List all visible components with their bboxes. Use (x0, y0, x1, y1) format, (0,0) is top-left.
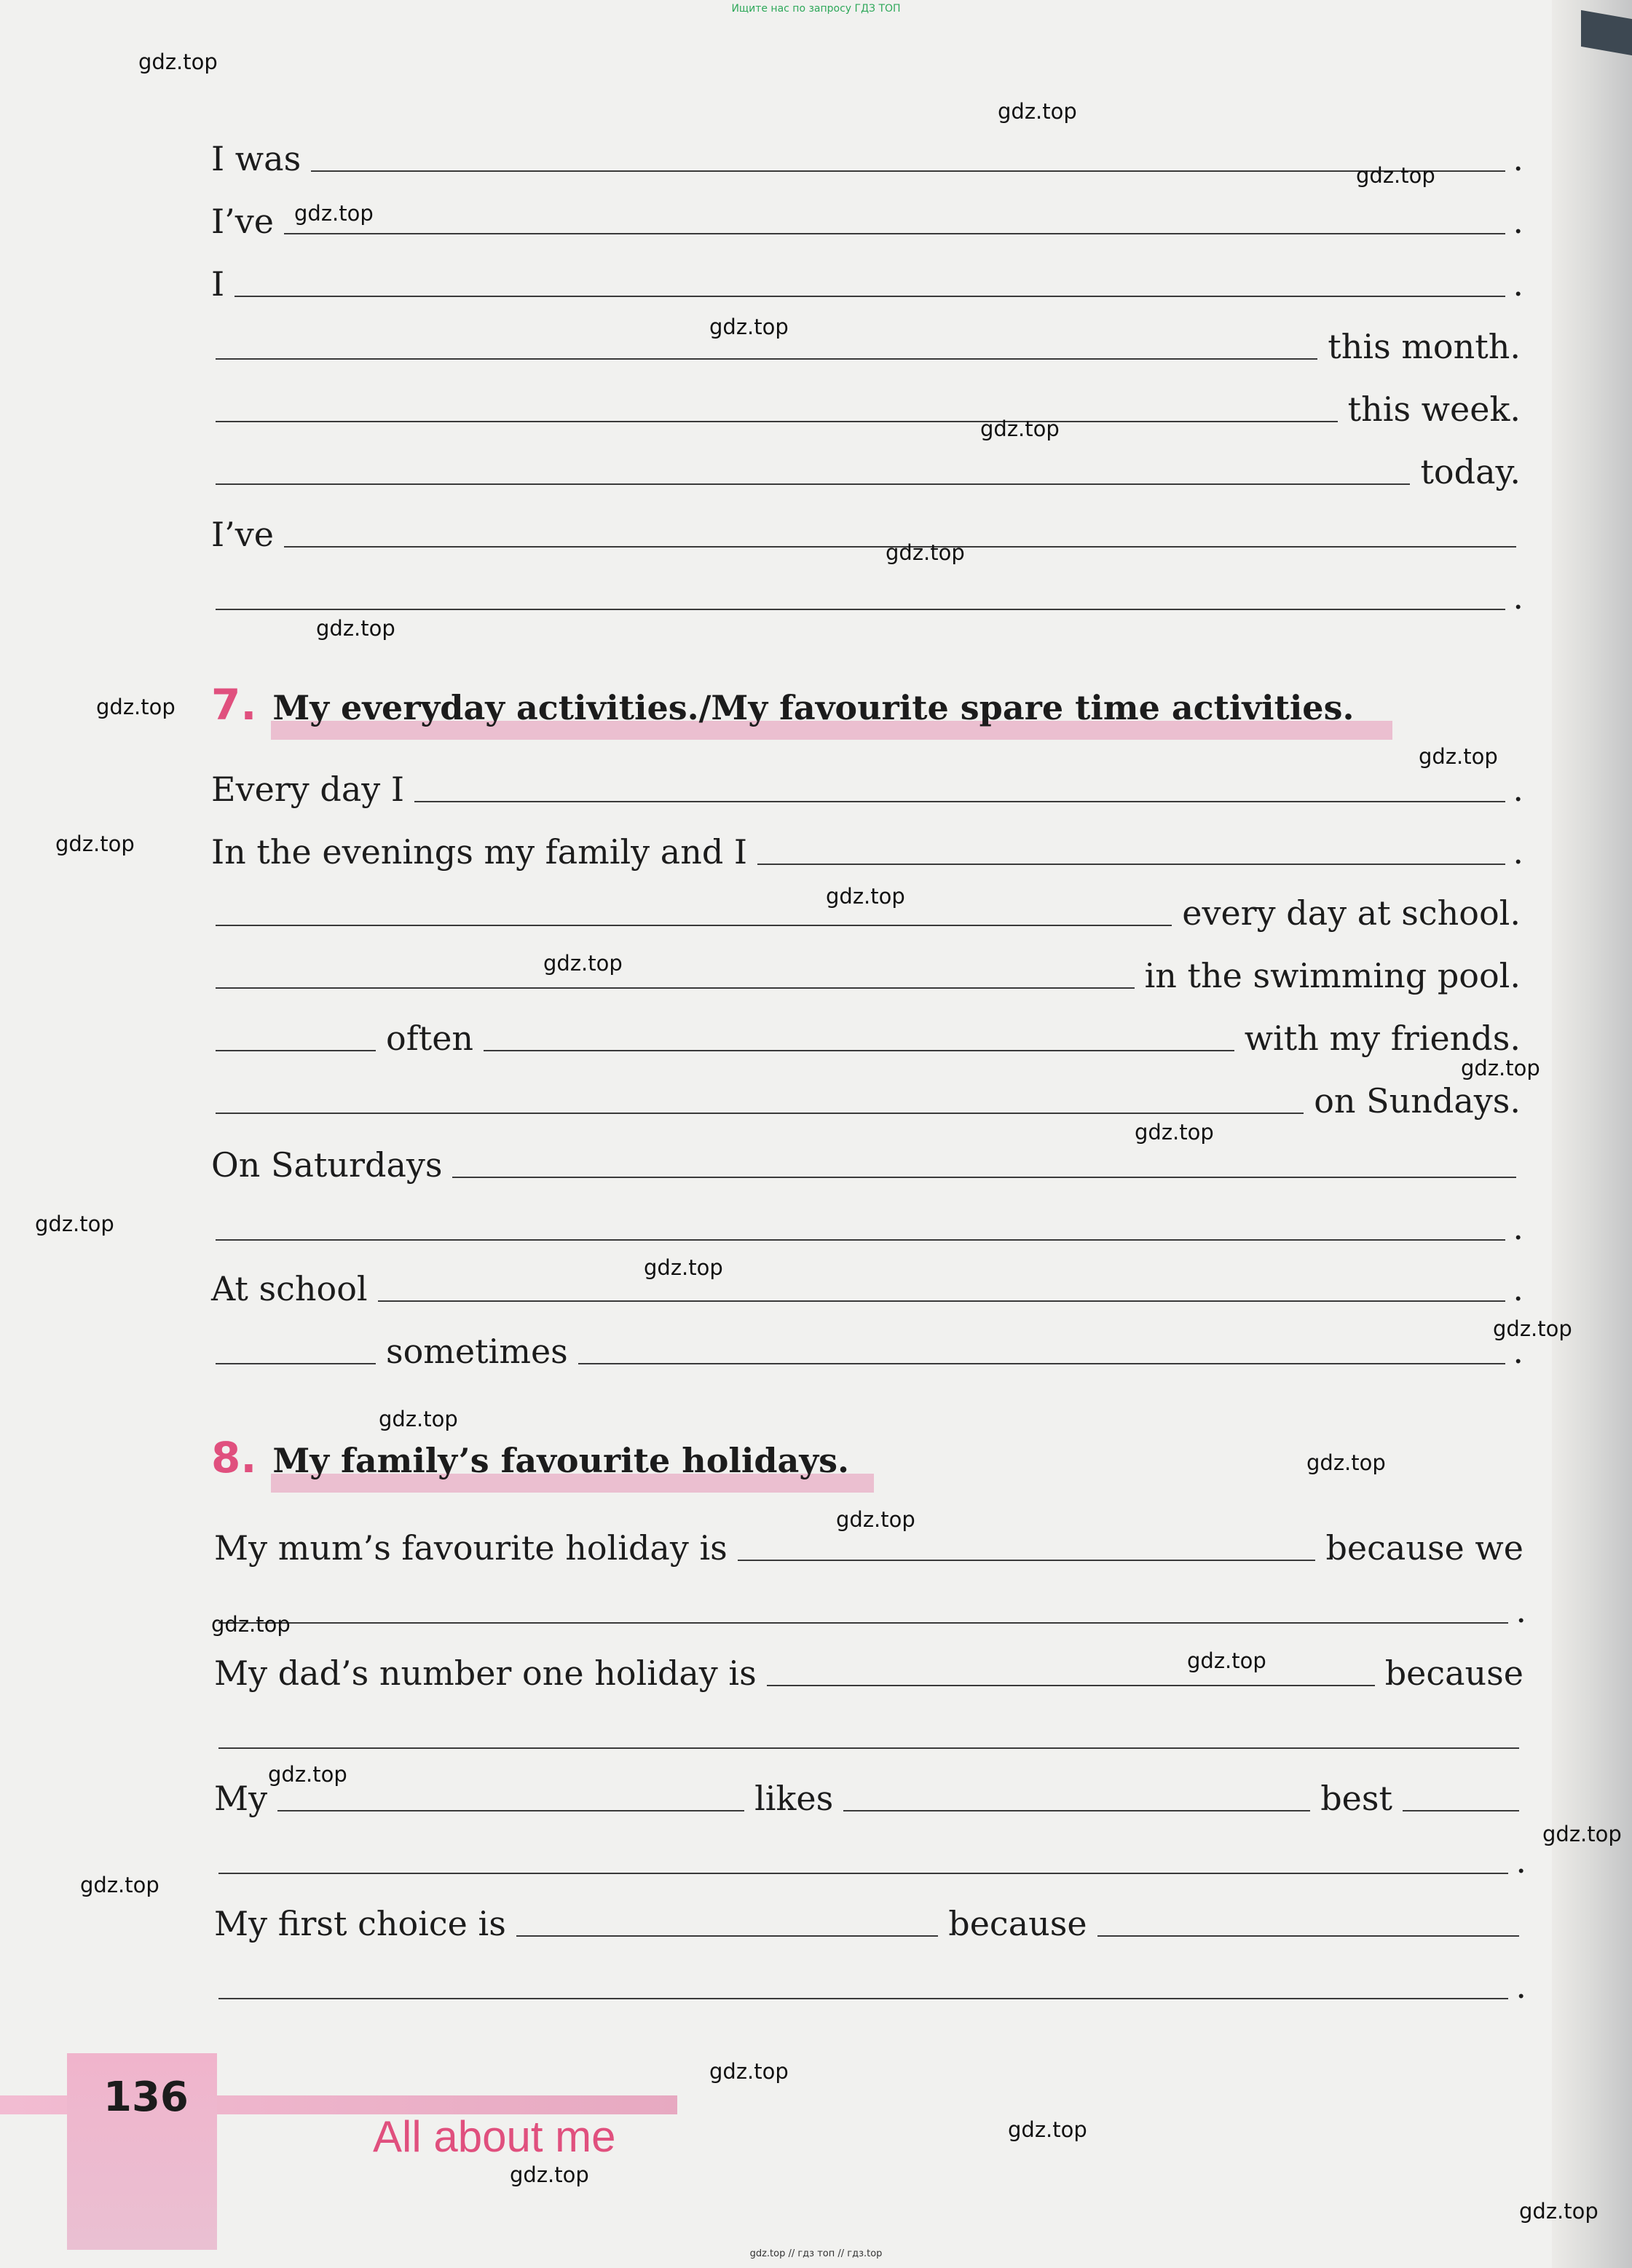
footer-note: gdz.top // гдз топ // гдз.top (749, 2248, 883, 2259)
page-spine-shadow (1552, 0, 1632, 2268)
answer-blank[interactable] (216, 420, 1338, 422)
fill-line-ive: I’ve . (211, 202, 1523, 241)
fill-line-dad-holiday: My dad’s number one holiday is because (214, 1653, 1523, 1693)
fill-line-mum-holiday: My mum’s favourite holiday is because we (214, 1528, 1523, 1568)
answer-blank[interactable] (218, 1872, 1508, 1874)
watermark: gdz.top (1135, 1120, 1214, 1145)
answer-blank[interactable] (216, 1112, 1304, 1114)
fill-line-first-choice: My first choice is because (211, 1903, 1526, 1944)
answer-blank[interactable] (767, 1684, 1375, 1686)
fill-line-this-month: this month. (208, 326, 1523, 367)
answer-blank[interactable] (311, 170, 1505, 172)
section-number: 8. (211, 1433, 257, 1482)
watermark: gdz.top (1306, 1450, 1386, 1475)
answer-blank[interactable] (216, 1049, 376, 1051)
watermark: gdz.top (1356, 163, 1435, 188)
watermark: gdz.top (96, 695, 176, 719)
watermark: gdz.top (211, 1612, 291, 1637)
watermark: gdz.top (316, 616, 395, 641)
fill-line-sundays: on Sundays. (208, 1080, 1523, 1121)
answer-blank[interactable] (216, 924, 1172, 926)
answer-blank[interactable] (218, 1747, 1519, 1749)
answer-blank[interactable] (284, 232, 1505, 234)
answer-blank[interactable] (738, 1559, 1316, 1561)
footer-title: All about me (373, 2112, 616, 2161)
watermark: gdz.top (886, 540, 965, 565)
answer-blank[interactable] (216, 987, 1135, 989)
fill-line-continuation: . (208, 1207, 1523, 1248)
answer-blank[interactable] (216, 483, 1410, 485)
watermark: gdz.top (1461, 1056, 1540, 1080)
watermark: gdz.top (1008, 2117, 1087, 2142)
section-number: 7. (211, 680, 257, 730)
watermark: gdz.top (1493, 1316, 1572, 1341)
fill-line-continuation: . (211, 1841, 1526, 1881)
watermark: gdz.top (709, 2059, 789, 2084)
watermark: gdz.top (80, 1873, 159, 1897)
watermark: gdz.top (1542, 1822, 1622, 1846)
fill-line-ive-2: I’ve (208, 514, 1523, 555)
fill-line-i-was: I was . (211, 139, 1523, 178)
watermark: gdz.top (55, 831, 135, 856)
watermark: gdz.top (836, 1507, 915, 1532)
answer-blank[interactable] (843, 1809, 1310, 1811)
section-title: My everyday activities./My favourite spare time activities. (272, 688, 1355, 727)
answer-blank[interactable] (452, 1176, 1516, 1178)
fill-line-today: today. (208, 451, 1523, 492)
watermark: gdz.top (543, 951, 623, 976)
watermark: gdz.top (510, 2162, 589, 2187)
fill-line-i: I . (211, 264, 1523, 304)
answer-blank[interactable] (484, 1049, 1234, 1051)
section-8-heading (211, 1433, 849, 1482)
watermark: gdz.top (709, 315, 789, 339)
watermark: gdz.top (1187, 1648, 1266, 1673)
watermark: gdz.top (35, 1212, 114, 1236)
watermark: gdz.top (826, 884, 905, 909)
top-note: Ищите нас по запросу ГДЗ ТОП (731, 3, 901, 15)
answer-blank[interactable] (218, 1621, 1508, 1624)
answer-blank[interactable] (578, 1362, 1506, 1364)
fill-line-continuation: . (211, 1590, 1526, 1631)
watermark: gdz.top (379, 1407, 458, 1431)
watermark: gdz.top (294, 201, 374, 226)
answer-blank[interactable] (1097, 1935, 1519, 1937)
watermark: gdz.top (1519, 2199, 1599, 2224)
fill-line-likes-best: My likes best (211, 1778, 1526, 1819)
fill-line-continuation: . (208, 577, 1523, 617)
answer-blank[interactable] (218, 1997, 1508, 1999)
watermark: gdz.top (980, 416, 1060, 441)
fill-line-this-week: this week. (208, 389, 1523, 430)
watermark: gdz.top (998, 99, 1077, 124)
fill-line-continuation: . (211, 1966, 1526, 2007)
fill-line-continuation (211, 1715, 1526, 1756)
watermark: gdz.top (138, 50, 218, 74)
answer-blank[interactable] (216, 1362, 376, 1364)
page-number: 136 (103, 2074, 189, 2121)
answer-blank[interactable] (516, 1935, 938, 1937)
answer-blank[interactable] (234, 295, 1505, 297)
fill-line-at-school: At school . (211, 1269, 1523, 1308)
answer-blank[interactable] (216, 1238, 1505, 1241)
answer-blank[interactable] (414, 800, 1505, 802)
fill-line-swimming: in the swimming pool. (208, 955, 1523, 996)
watermark: gdz.top (268, 1762, 347, 1787)
section-7-heading (211, 680, 1355, 730)
watermark: gdz.top (644, 1255, 723, 1280)
fill-line-school: every day at school. (208, 893, 1523, 933)
fill-line-saturdays: On Saturdays (208, 1145, 1523, 1185)
answer-blank[interactable] (277, 1809, 744, 1811)
answer-blank[interactable] (216, 608, 1505, 610)
watermark: gdz.top (1419, 744, 1498, 769)
section-title: My family’s favourite holidays. (272, 1441, 849, 1480)
answer-blank[interactable] (1403, 1809, 1519, 1811)
answer-blank[interactable] (757, 863, 1505, 865)
fill-line-sometimes: sometimes . (208, 1331, 1523, 1372)
answer-blank[interactable] (378, 1300, 1506, 1302)
fill-line-often: often with my friends. (208, 1018, 1523, 1059)
answer-blank[interactable] (216, 357, 1317, 360)
fill-line-evenings: In the evenings my family and I . (211, 832, 1523, 872)
fill-line-every-day: Every day I . (211, 770, 1523, 809)
